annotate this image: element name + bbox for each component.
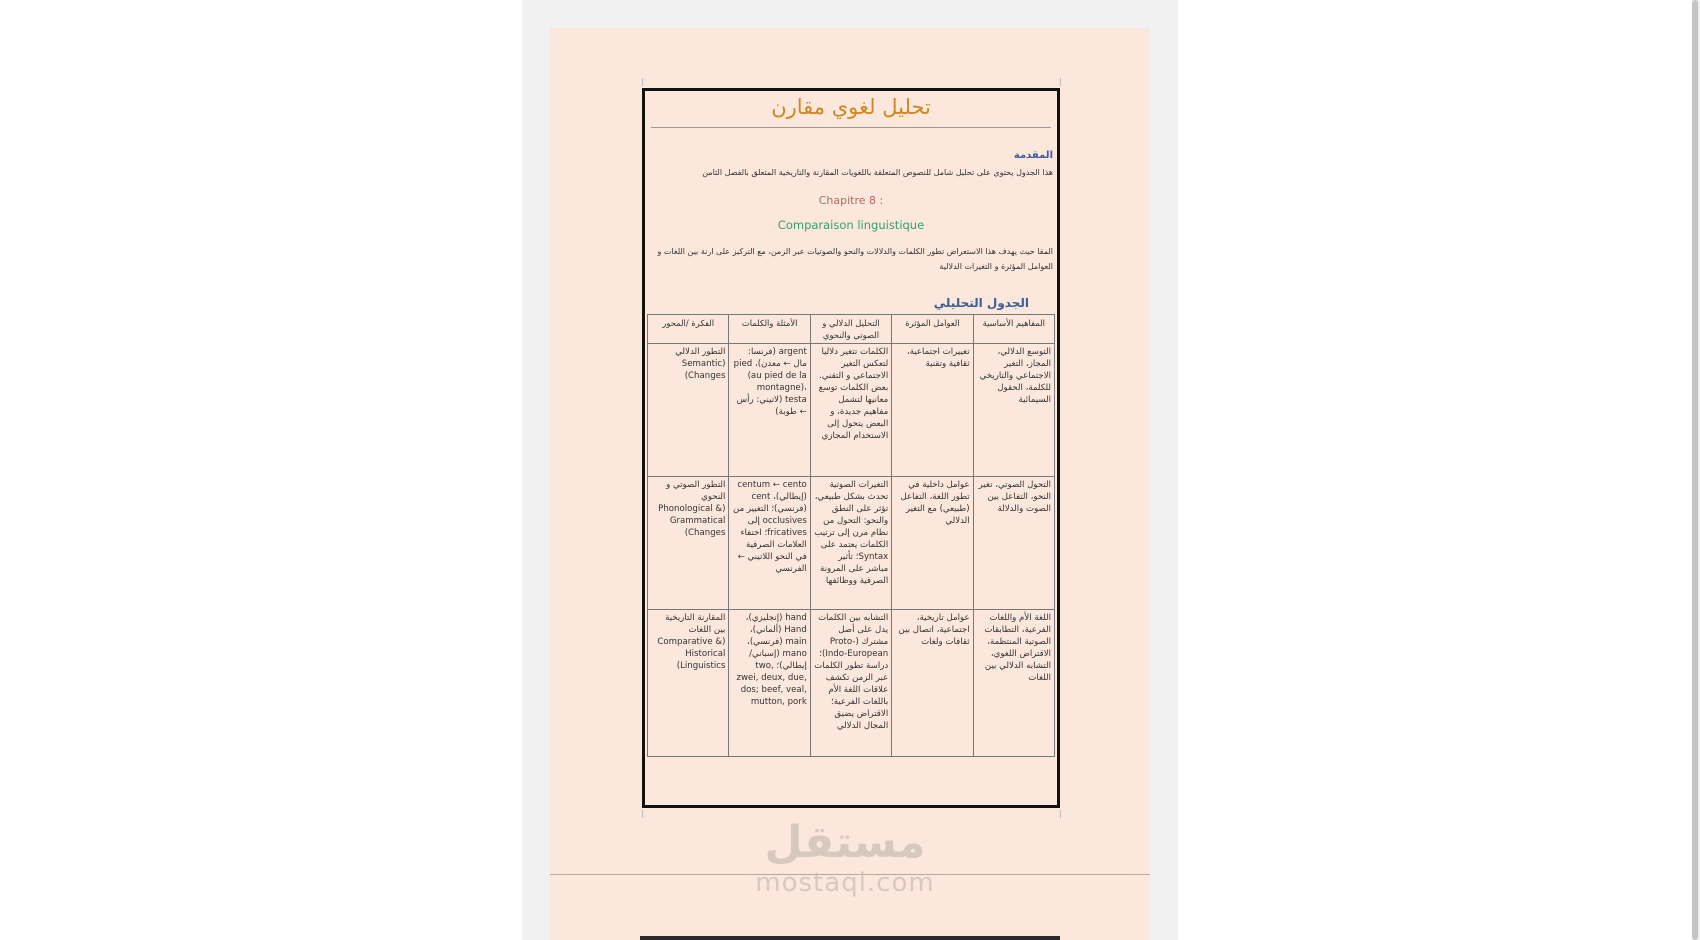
- table-row: [648, 477, 1055, 610]
- analysis-table: [647, 314, 1055, 757]
- crop-mark: [1060, 810, 1061, 818]
- scrollbar-thumb[interactable]: [1692, 0, 1698, 940]
- document-page: [550, 28, 1150, 940]
- purpose-text: المقا حيث يهدف هذا الاستعراض تطور الكلمات والدلالات والنحو والصوتيات عبر الزمن، مع التركيز على ارنة بين اللغات و العوامل المؤثرة و التغيرات الدلالية: [657, 247, 1053, 271]
- table-header-row: [648, 315, 1055, 344]
- table-heading: الجدول التحليلي: [933, 296, 1029, 310]
- table-cell: التشابه بين الكلمات يدل على أصل مشترك (Proto-Indo-European)؛ دراسة تطور الكلمات عبر الزمن تكشف علاقات اللغة الأم باللغات الفرعية؛ الاقتراض يضيق المجال الدلالي: [810, 610, 891, 757]
- table-cell: التطور الصوتي و النحوي (Phonological & Grammatical Changes): [648, 477, 729, 610]
- crop-mark: [1060, 78, 1061, 86]
- table-row: [648, 610, 1055, 757]
- table-header-cell: الفكرة /المحور: [648, 315, 729, 344]
- table-cell: hand (إنجليزي)، Hand (ألماني)، main (فرنسي)، mano (إسباني/إيطالي)؛ two, zwei, deux, due, dos; beef, veal, mutton, pork: [729, 610, 810, 757]
- document-title: تحليل لغوي مقارن: [771, 95, 931, 119]
- table-header-cell: الأمثلة والكلمات: [729, 315, 810, 344]
- table-cell: التغيرات الصوتية تحدث بشكل طبيعي، تؤثر على النطق والنحو: التحول من نظام مرن إلى ترتيب الكلمات يعتمد على Syntax؛ تأثير مباشر على المرونة الصرفية ووظائفها: [810, 477, 891, 610]
- intro-heading: المقدمة: [1013, 150, 1053, 161]
- watermark-latin: mostaql.com: [755, 868, 935, 898]
- table-cell: الكلمات تتغير دلاليا لتعكس التغير الاجتماعي و التقني. بعض الكلمات توسع معانيها لتشمل مفاهيم جديدة، و البعض يتحول إلى الاستخدام المجازي: [810, 344, 891, 477]
- table-cell: عوامل داخلية في تطور اللغة، التفاعل (طبيعي) مع التغير الدلالي: [892, 477, 973, 610]
- vertical-scrollbar[interactable]: [1692, 0, 1700, 940]
- table-row: [648, 344, 1055, 477]
- table-header-cell: المفاهيم الأساسية: [973, 315, 1054, 344]
- title-divider: [651, 127, 1051, 128]
- crop-mark: [642, 78, 643, 86]
- document-frame: [642, 88, 1060, 808]
- table-cell: التطور الدلالي (Semantic Changes): [648, 344, 729, 477]
- table-header-cell: العوامل المؤثرة: [892, 315, 973, 344]
- watermark-logo: [720, 818, 970, 898]
- table-header-cell: التحليل الدلالي و الصوتي والنحوي: [810, 315, 891, 344]
- intro-text: هذا الجدول يحتوي على تحليل شامل للنصوص المتعلقة باللغويات المقارنة والتاريخية المتعلق بالفصل الثامن: [702, 168, 1053, 177]
- table-cell: التحول الصوتي، تغير النحو، التفاعل بين الصوت والدلالة: [973, 477, 1054, 610]
- chapter-label: Chapitre 8 :: [818, 194, 884, 207]
- table-cell: centum ← cento (إيطالي)، cent (فرنسي)؛ التغيير من occlusives إلى fricatives؛ اختفاء العلامات الصرفية في النحو اللاتيني ← الفرنسي: [729, 477, 810, 610]
- table-cell: التوسع الدلالي، المجاز، التغير الاجتماعي والتاريخي للكلمة، الحقول السيمائية: [973, 344, 1054, 477]
- table-cell: argent (فرنسا: مال ← معدن)، pied (au pied de la montagne)، testa (لاتيني: رأس ← طوبة): [729, 344, 810, 477]
- table-cell: المقارنة التاريخية بين اللغات (Comparative & Historical Linguistics): [648, 610, 729, 757]
- table-cell: عوامل تاريخية، اجتماعية، اتصال بين ثقافات ولغات: [892, 610, 973, 757]
- next-page-frame-edge: [640, 936, 1060, 940]
- chapter-subtitle: Comparaison linguistique: [777, 218, 925, 232]
- crop-mark: [642, 810, 643, 818]
- table-cell: تغييرات اجتماعية، ثقافية وتقنية: [892, 344, 973, 477]
- watermark-arabic: مستقل: [764, 817, 926, 868]
- table-cell: اللغة الأم واللغات الفرعية، التطابقات الصوتية المنتظمة، الاقتراض اللغوي، التشابه الدلالي بين اللغات: [973, 610, 1054, 757]
